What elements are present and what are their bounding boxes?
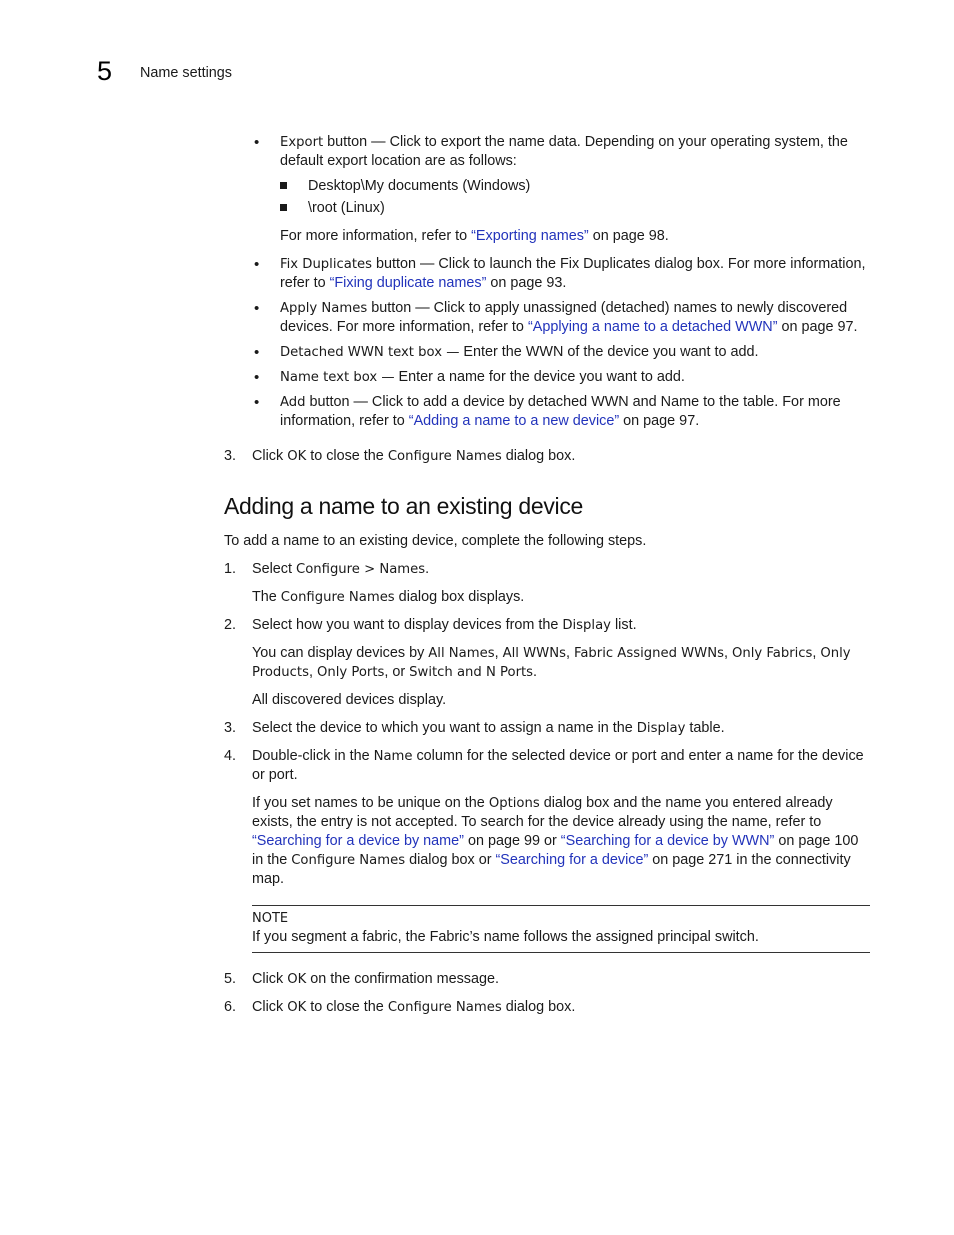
step-number: 4. (224, 748, 237, 764)
text: For more information, refer to (280, 228, 472, 244)
text: on page 97. (619, 413, 700, 429)
step-2-result: All discovered devices display. (252, 692, 447, 708)
option-only-ports: Only Ports (316, 665, 385, 680)
square-bullet (280, 204, 287, 211)
text: dialog box displays. (394, 589, 525, 605)
text: If you set names to be unique on the (252, 795, 489, 811)
bullet-export (224, 133, 870, 171)
option-switch-and-n-ports: Switch and N Ports (409, 665, 534, 680)
text: Click (252, 999, 288, 1015)
text: Select the device to which you want to assign a name in the (252, 720, 637, 736)
detached-label: Detached WWN text box — (280, 345, 460, 360)
sub-item-linux (224, 199, 870, 218)
text: to close the (306, 448, 388, 464)
text: dialog box or (405, 852, 496, 868)
text: column for the selected device or port and enter a name for the device or port. (252, 748, 864, 783)
text: dialog box. (501, 448, 576, 464)
text: , (308, 664, 317, 680)
link-fixing-duplicate-names[interactable]: “Fixing duplicate names” (329, 275, 487, 291)
text: on page 99 or (463, 833, 561, 849)
link-adding-name-new-device[interactable]: “Adding a name to a new device” (408, 413, 620, 429)
step-5 (224, 970, 870, 989)
step-1-result (224, 588, 870, 607)
main-content (224, 133, 870, 1026)
option-all-names: All Names (428, 646, 495, 661)
text: dialog box. (501, 999, 576, 1015)
fix-label: Fix Duplicates (280, 257, 372, 272)
section-intro: To add a name to an existing device, complete the following steps. (224, 533, 647, 549)
note-label: NOTE (252, 911, 289, 926)
option-only-fabrics: Only Fabrics (731, 646, 813, 661)
step-number: 3. (224, 720, 237, 736)
name-column-label: Name (373, 749, 413, 764)
step-number: 2. (224, 617, 237, 633)
configure-names-label: Configure Names (387, 1000, 502, 1015)
text: . (533, 664, 538, 680)
text: , (723, 645, 732, 661)
add-label: Add (280, 395, 306, 410)
text: dialog box and the name you entered already exists, the entry is not accepted. To search for the device already using the name, refer to (252, 795, 833, 830)
bullet-add (224, 393, 870, 431)
text: button — Click to apply unassigned (detached) names to newly discovered devices. For more information, refer to (280, 300, 848, 335)
text: Enter a name for the device you want to add. (394, 369, 685, 385)
text: on page 100 in the (252, 833, 859, 868)
bullet-dot: • (254, 300, 260, 317)
chapter-number: 5 (97, 56, 113, 86)
square-bullet (280, 182, 287, 189)
text: , or (384, 664, 410, 680)
export-text: button — Click to export the name data. Depending on your operating system, the default export location are as follows: (280, 134, 848, 169)
chapter-title: Name settings (140, 65, 232, 81)
link-searching-device[interactable]: “Searching for a device” (495, 852, 649, 868)
text: The (252, 589, 281, 605)
bullet-dot: • (254, 369, 260, 386)
link-searching-device-by-name[interactable]: “Searching for a device by name” (252, 833, 464, 849)
text: Double-click in the (252, 748, 374, 764)
text: , (565, 645, 574, 661)
bullet-dot: • (254, 134, 260, 151)
text: on page 271 in the connectivity map. (252, 852, 851, 887)
note-box (252, 905, 870, 953)
display-label: Display (562, 618, 611, 633)
menu-path: Configure > Names (296, 562, 426, 577)
bullet-dot: • (254, 394, 260, 411)
bullet-dot: • (254, 256, 260, 273)
link-exporting-names[interactable]: “Exporting names” (471, 228, 589, 244)
step-2-options (224, 644, 870, 682)
note-text: If you segment a fabric, the Fabric’s name follows the assigned principal switch. (252, 929, 759, 945)
export-label: Export (280, 135, 324, 150)
link-applying-name-detached-wwn[interactable]: “Applying a name to a detached WWN” (527, 319, 778, 335)
sub-item-windows (224, 177, 870, 196)
bullet-detached-wwn (224, 343, 870, 362)
text: You can display devices by (252, 645, 429, 661)
step-number: 1. (224, 561, 237, 577)
text: Click (252, 448, 288, 464)
step-2 (224, 616, 870, 635)
sub-item-text: \root (Linux) (308, 200, 385, 216)
text: Select how you want to display devices from the (252, 617, 563, 633)
text: Click (252, 971, 288, 987)
text: button — Click to add a device by detached WWN and Name to the table. For more information, refer to (280, 394, 841, 429)
text: on the confirmation message. (306, 971, 499, 987)
section-heading: Adding a name to an existing device (224, 493, 584, 519)
step-4-detail (224, 794, 870, 889)
step-number: 6. (224, 999, 237, 1015)
step-3 (224, 719, 870, 738)
sub-item-text: Desktop\My documents (Windows) (308, 178, 531, 194)
configure-names-label: Configure Names (280, 590, 395, 605)
export-more-info (224, 227, 870, 246)
ok-label: OK (287, 449, 307, 464)
text: . (425, 561, 430, 577)
options-label: Options (488, 796, 540, 811)
option-fabric-assigned-wwns: Fabric Assigned WWNs (573, 646, 724, 661)
bullet-dot: • (254, 344, 260, 361)
text: Select (252, 561, 296, 577)
bullet-apply-names (224, 299, 870, 337)
option-all-wwns: All WWNs (502, 646, 566, 661)
configure-names-label: Configure Names (291, 853, 406, 868)
ok-label: OK (287, 972, 307, 987)
configure-names-label: Configure Names (387, 449, 502, 464)
display-label: Display (636, 721, 686, 736)
step-number: 5. (224, 971, 237, 987)
text: , (812, 645, 821, 661)
link-searching-device-by-wwn[interactable]: “Searching for a device by WWN” (560, 833, 775, 849)
text: Enter the WWN of the device you want to add. (459, 344, 759, 360)
step-3-top (224, 447, 870, 466)
text: to close the (306, 999, 388, 1015)
step-4 (224, 747, 870, 785)
text: on page 93. (486, 275, 567, 291)
text: button — Click to launch the Fix Duplicates dialog box. For more information, refer to (280, 256, 866, 291)
step-1 (224, 560, 870, 579)
text: on page 98. (588, 228, 669, 244)
apply-label: Apply Names (280, 301, 368, 316)
name-box-label: Name text box — (280, 370, 395, 385)
text: on page 97. (777, 319, 858, 335)
bullet-fix-duplicates (224, 255, 870, 293)
text: list. (610, 617, 637, 633)
ok-label: OK (287, 1000, 307, 1015)
step-number: 3. (224, 448, 237, 464)
bullet-name-text-box (224, 368, 870, 387)
text: table. (685, 720, 725, 736)
step-6 (224, 998, 870, 1017)
text: , (494, 645, 503, 661)
option-only-products: Only Products (252, 646, 851, 680)
